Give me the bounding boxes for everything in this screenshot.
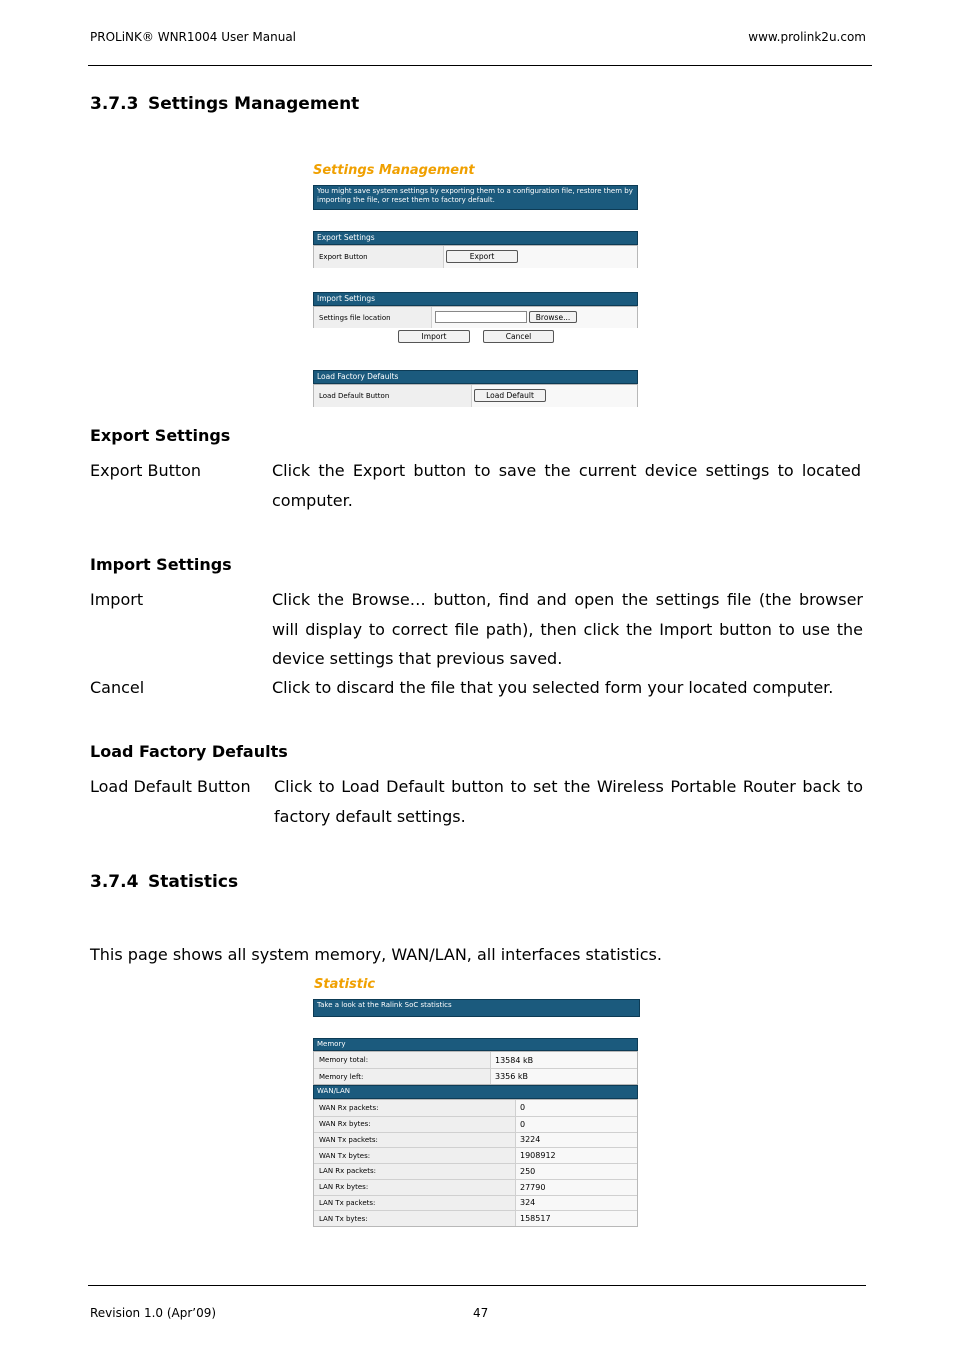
table-row: [314, 1195, 637, 1211]
screenshot-title: Settings Management: [313, 163, 475, 178]
export-button[interactable]: Export: [446, 250, 518, 263]
import-description: Click the Browse… button, find and open the settings file (the browser will display to correct file path), then click the Import button to use the device settings that previous saved.: [272, 590, 863, 668]
stat-value: 324: [516, 1196, 637, 1211]
memory-table: [313, 1051, 638, 1085]
stat-label: WAN Tx packets:: [314, 1133, 516, 1148]
footer-revision: Revision 1.0 (Apr’09): [90, 1306, 217, 1320]
stat-label: LAN Tx packets:: [314, 1196, 516, 1211]
stat-value: 1908912: [516, 1148, 637, 1163]
load-default-button[interactable]: Load Default: [474, 389, 546, 402]
load-default-label: Load Default Button: [314, 385, 472, 407]
stat-value: 3224: [516, 1133, 637, 1148]
table-row: [314, 1068, 637, 1084]
table-row: [314, 1210, 637, 1226]
browse-button[interactable]: Browse...: [529, 311, 577, 323]
export-settings-header: Export Settings: [313, 231, 638, 245]
stat-value: 13584 kB: [491, 1052, 637, 1068]
footer-rule: [88, 1285, 866, 1286]
table-row: [314, 1179, 637, 1195]
settings-file-location-label: Settings file location: [314, 307, 432, 328]
table-row: [314, 1052, 637, 1068]
section-heading-settings-management: 3.7.3 Settings Management: [90, 94, 360, 114]
stat-value: 158517: [516, 1211, 637, 1226]
statistic-title: Statistic: [314, 977, 376, 992]
cancel-button[interactable]: Cancel: [483, 330, 554, 343]
stat-label: LAN Rx bytes:: [314, 1180, 516, 1195]
table-row: [314, 1100, 637, 1116]
export-button-description: Click the Export button to save the current device settings to located computer.: [272, 461, 861, 510]
import-settings-heading: Import Settings: [90, 555, 232, 574]
stat-value: 0: [516, 1117, 637, 1132]
export-label: Export Button: [314, 246, 444, 268]
import-button[interactable]: Import: [398, 330, 470, 343]
cancel-description: Click to discard the file that you selected form your located computer.: [272, 678, 834, 697]
stat-value: 250: [516, 1164, 637, 1179]
table-row: [314, 1132, 637, 1148]
load-default-button-term: Load Default Button: [90, 777, 251, 796]
stat-label: LAN Rx packets:: [314, 1164, 516, 1179]
settings-intro-bar: You might save system settings by exporting them to a configuration file, restore them by importing the file, or reset them to factory default.: [313, 185, 638, 210]
stat-label: Memory total:: [314, 1052, 491, 1068]
stat-label: WAN Tx bytes:: [314, 1148, 516, 1163]
table-row: [314, 1163, 637, 1179]
load-factory-defaults-heading: Load Factory Defaults: [90, 742, 288, 761]
header-rule: [88, 65, 872, 66]
statistics-intro: This page shows all system memory, WAN/LAN, all interfaces statistics.: [90, 945, 662, 964]
stat-value: 0: [516, 1100, 637, 1116]
header-url: www.prolink2u.com: [748, 30, 866, 44]
wanlan-table: [313, 1099, 638, 1227]
stat-label: Memory left:: [314, 1069, 491, 1084]
table-row: [314, 1116, 637, 1132]
stat-value: 3356 kB: [491, 1069, 637, 1084]
export-button-term: Export Button: [90, 461, 202, 480]
stat-value: 27790: [516, 1180, 637, 1195]
export-settings-heading: Export Settings: [90, 426, 231, 445]
import-term: Import: [90, 590, 144, 609]
statistic-intro-bar: Take a look at the Ralink SoC statistics: [313, 999, 640, 1017]
settings-file-input[interactable]: [435, 311, 527, 323]
stat-label: WAN Rx packets:: [314, 1100, 516, 1116]
import-settings-header: Import Settings: [313, 292, 638, 306]
section-heading-statistics: 3.7.4 Statistics: [90, 872, 239, 892]
header-title: PROLiNK® WNR1004 User Manual: [90, 30, 297, 44]
page-number: 47: [473, 1306, 489, 1320]
stat-label: LAN Tx bytes:: [314, 1211, 516, 1226]
cancel-term: Cancel: [90, 678, 145, 697]
load-default-button-description: Click to Load Default button to set the Wireless Portable Router back to factory default settings.: [274, 777, 863, 826]
stat-label: WAN Rx bytes:: [314, 1117, 516, 1132]
wanlan-header: WAN/LAN: [313, 1085, 638, 1099]
load-factory-defaults-header: Load Factory Defaults: [313, 370, 638, 384]
memory-header: Memory: [313, 1038, 638, 1051]
table-row: [314, 1147, 637, 1163]
